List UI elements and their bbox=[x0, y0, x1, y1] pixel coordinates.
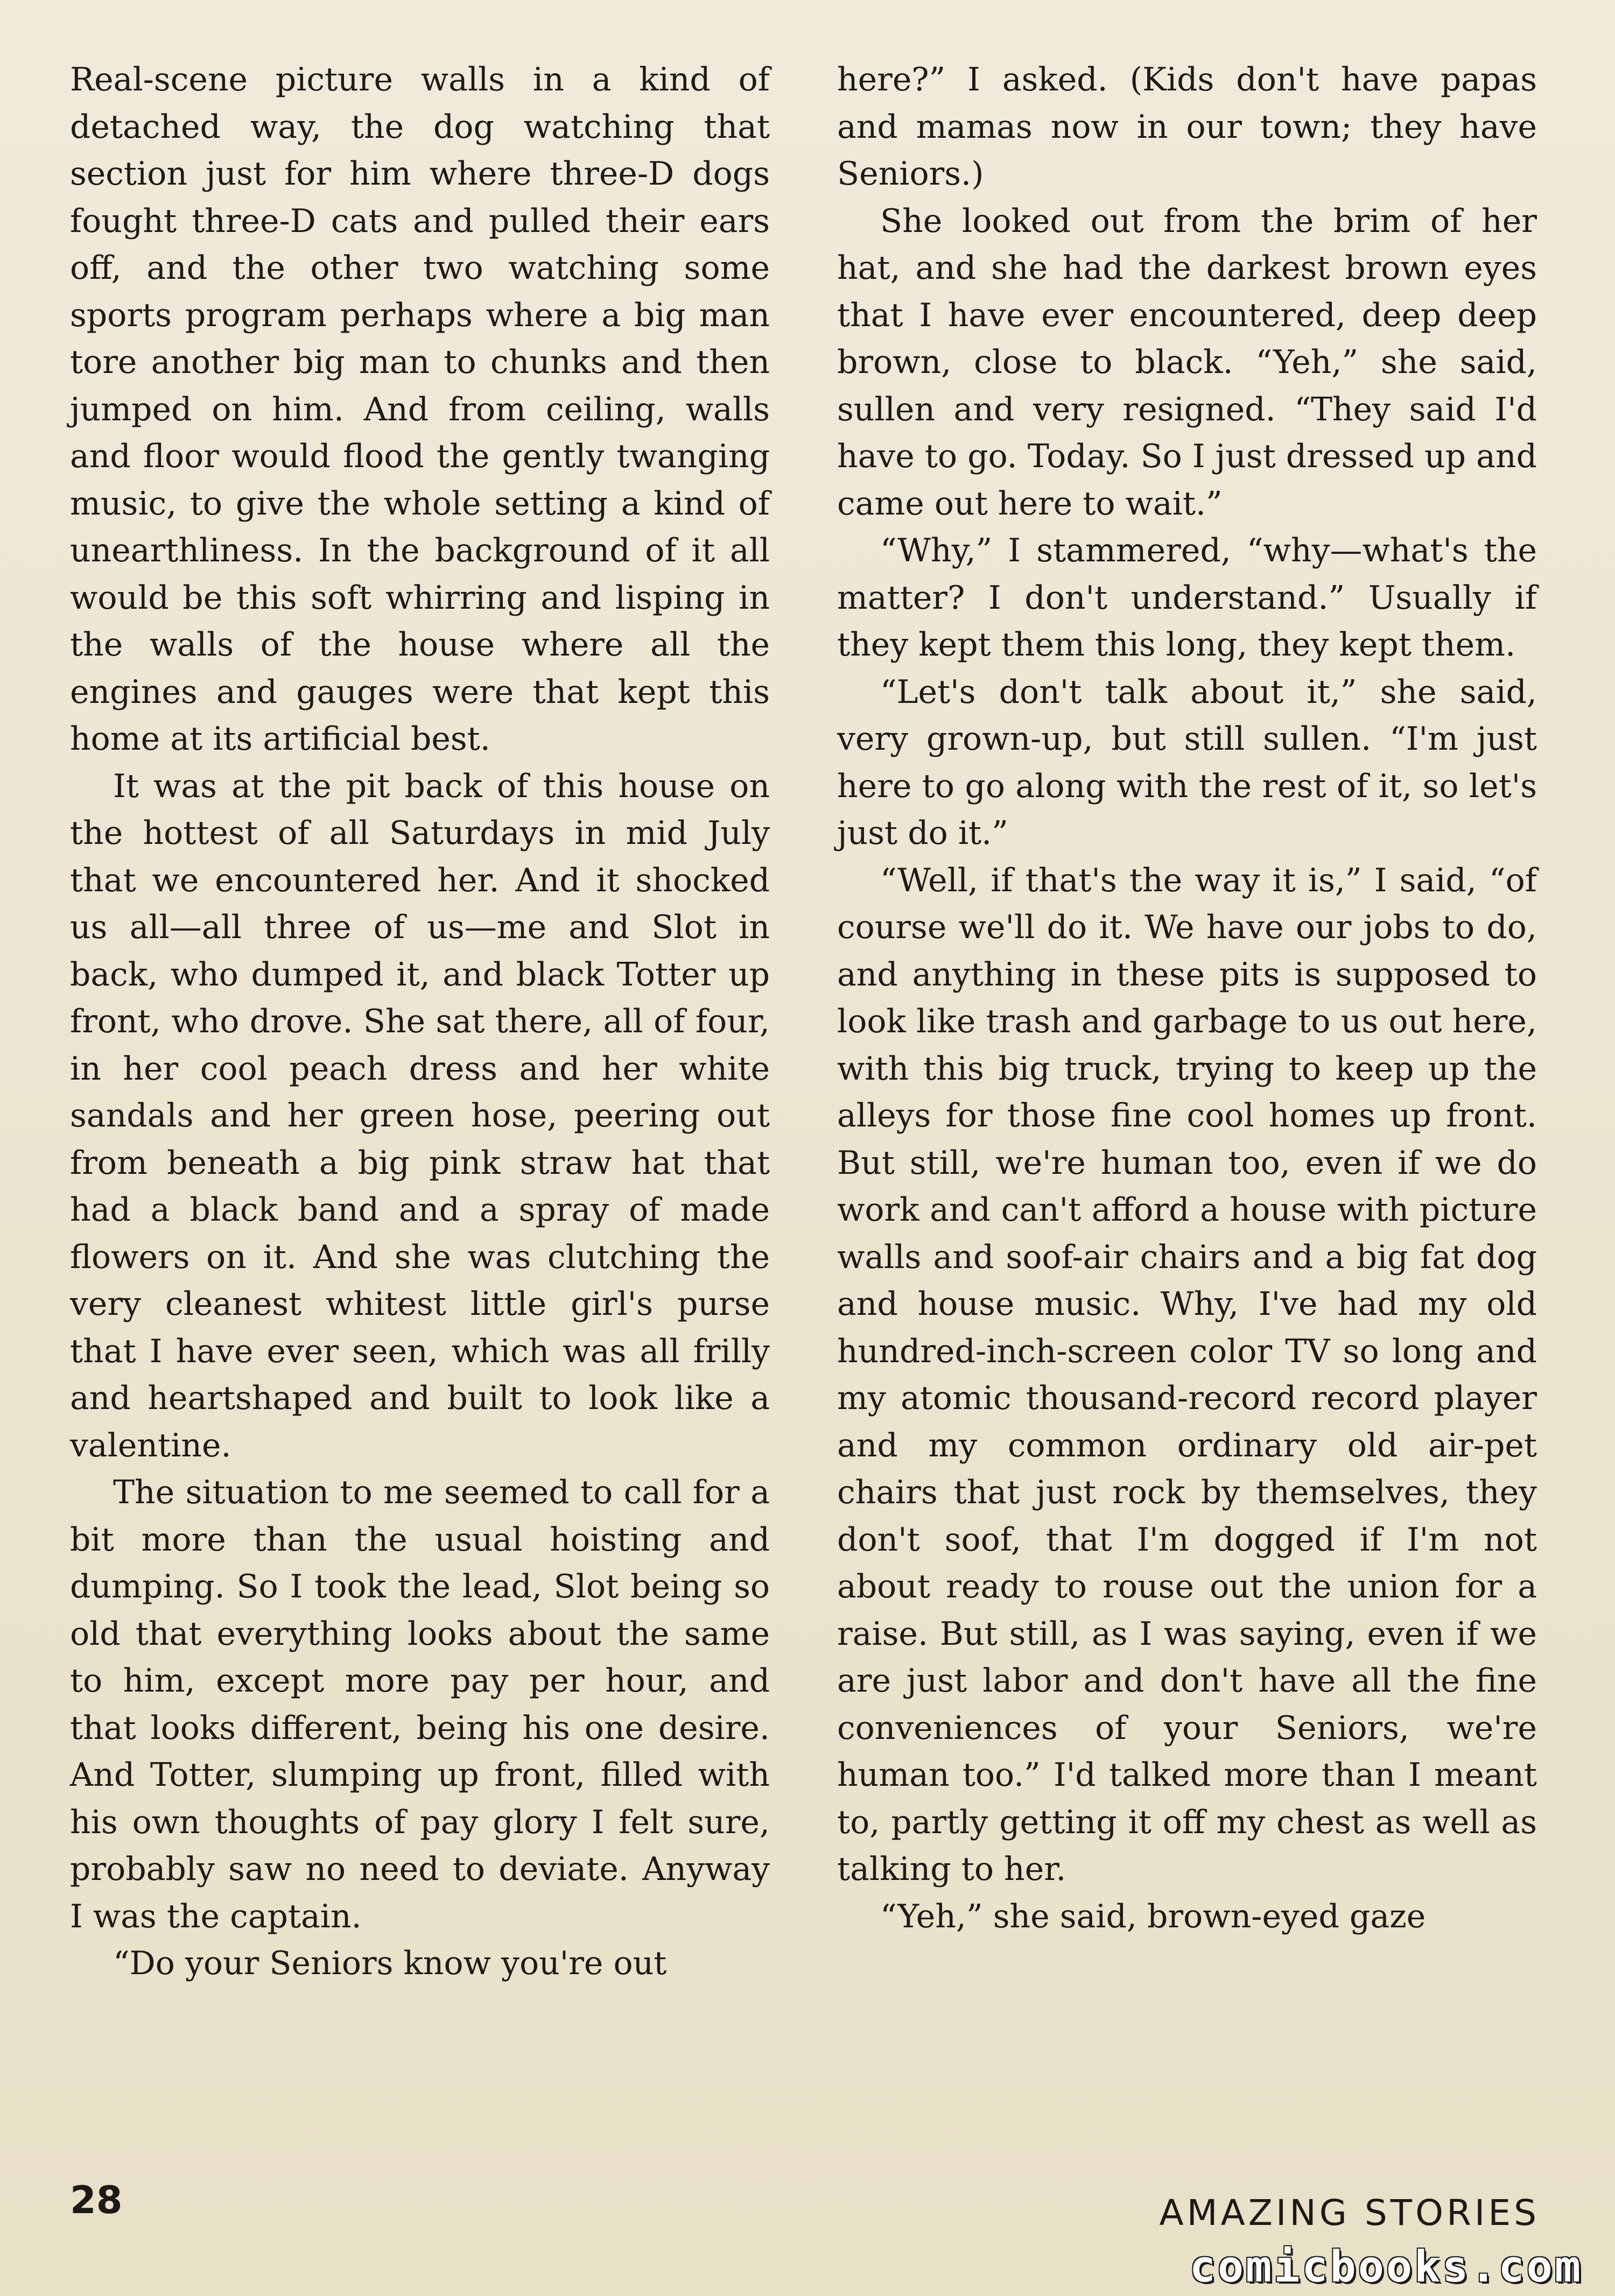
left-text-column bbox=[70, 57, 770, 1988]
paragraph: “Yeh,” she said, brown-eyed gaze bbox=[880, 1897, 1426, 1935]
paragraph: “Why,” I stammered, “why—what's the matter? I don't understand.” Usually if they kept them this long, they kept them. bbox=[837, 532, 1537, 664]
paragraph: The situation to me seemed to call for a bit more than the usual hoisting and dumping. So I took the lead, Slot being so old that everything looks about the same to him, except more pay per hour, and that looks different, being his one desire. And Totter, slumping up front, filled with his own thoughts of pay glory I felt sure, probably saw no need to deviate. Anyway I was the captain. bbox=[70, 1474, 770, 1935]
page-footer bbox=[0, 2172, 1615, 2292]
paragraph: Real-scene picture walls in a kind of detached way, the dog watching that section just for him where three-D dogs fought three-D cats and pulled their ears off, and the other two watching some sports program perhaps where a big man tore another big man to chunks and then jumped on him. And from ceiling, walls and floor would flood the gently twanging music, to give the whole setting a kind of unearthliness. In the background of it all would be this soft whirring and lisping in the walls of the house where all the engines and gauges were that kept this home at its artificial best. bbox=[70, 61, 770, 758]
paragraph: She looked out from the brim of her hat, and she had the darkest brown eyes that I have ever encountered, deep deep brown, close to black. “Yeh,” she said, sullen and very resigned. “They said I'd have to go. Today. So I just dressed up and came out here to wait.” bbox=[837, 202, 1537, 523]
right-text-column bbox=[837, 57, 1537, 1940]
paragraph: “Let's don't talk about it,” she said, very grown-up, but still sullen. “I'm just here to go along with the rest of it, so let's just do it.” bbox=[837, 673, 1537, 852]
paragraph: “Do your Seniors know you're out bbox=[113, 1945, 667, 1982]
magazine-title: AMAZING STORIES bbox=[1159, 2192, 1540, 2234]
page-number: 28 bbox=[70, 2178, 123, 2222]
paragraph: It was at the pit back of this house on the hottest of all Saturdays in mid July that we encountered her. And it shocked us all—all three of us—me and Slot in back, who dumped it, and black Totter up front, who drove. She sat there, all of four, in her cool peach dress and her white sandals and her green hose, peering out from beneath a big pink straw hat that had a black band and a spray of made flowers on it. And she was clutching the very cleanest whitest little girl's purse that I have ever seen, which was all frilly and heartshaped and built to look like a valentine. bbox=[70, 767, 770, 1464]
paragraph: here?” I asked. (Kids don't have papas and mamas now in our town; they have Seniors.) bbox=[837, 61, 1537, 193]
watermark: comicbooks.com bbox=[1189, 2242, 1583, 2292]
paragraph: “Well, if that's the way it is,” I said, “of course we'll do it. We have our jobs to do, and anything in these pits is supposed to look like trash and garbage to us out here, with this big truck, trying to keep up the alleys for those fine cool homes up front. But still, we're human too, even if we do work and can't afford a house with picture walls and soof-air chairs and a big fat dog and house music. Why, I've had my old hundred-inch-screen color TV so long and my atomic thousand-record record player and my common ordinary old air-pet chairs that just rock by themselves, they don't soof, that I'm dogged if I'm not about ready to rouse out the union for a raise. But still, as I was saying, even if we are just labor and don't have all the fine conveniences of your Seniors, we're human too.” I'd talked more than I meant to, partly getting it off my chest as well as talking to her. bbox=[837, 861, 1537, 1888]
